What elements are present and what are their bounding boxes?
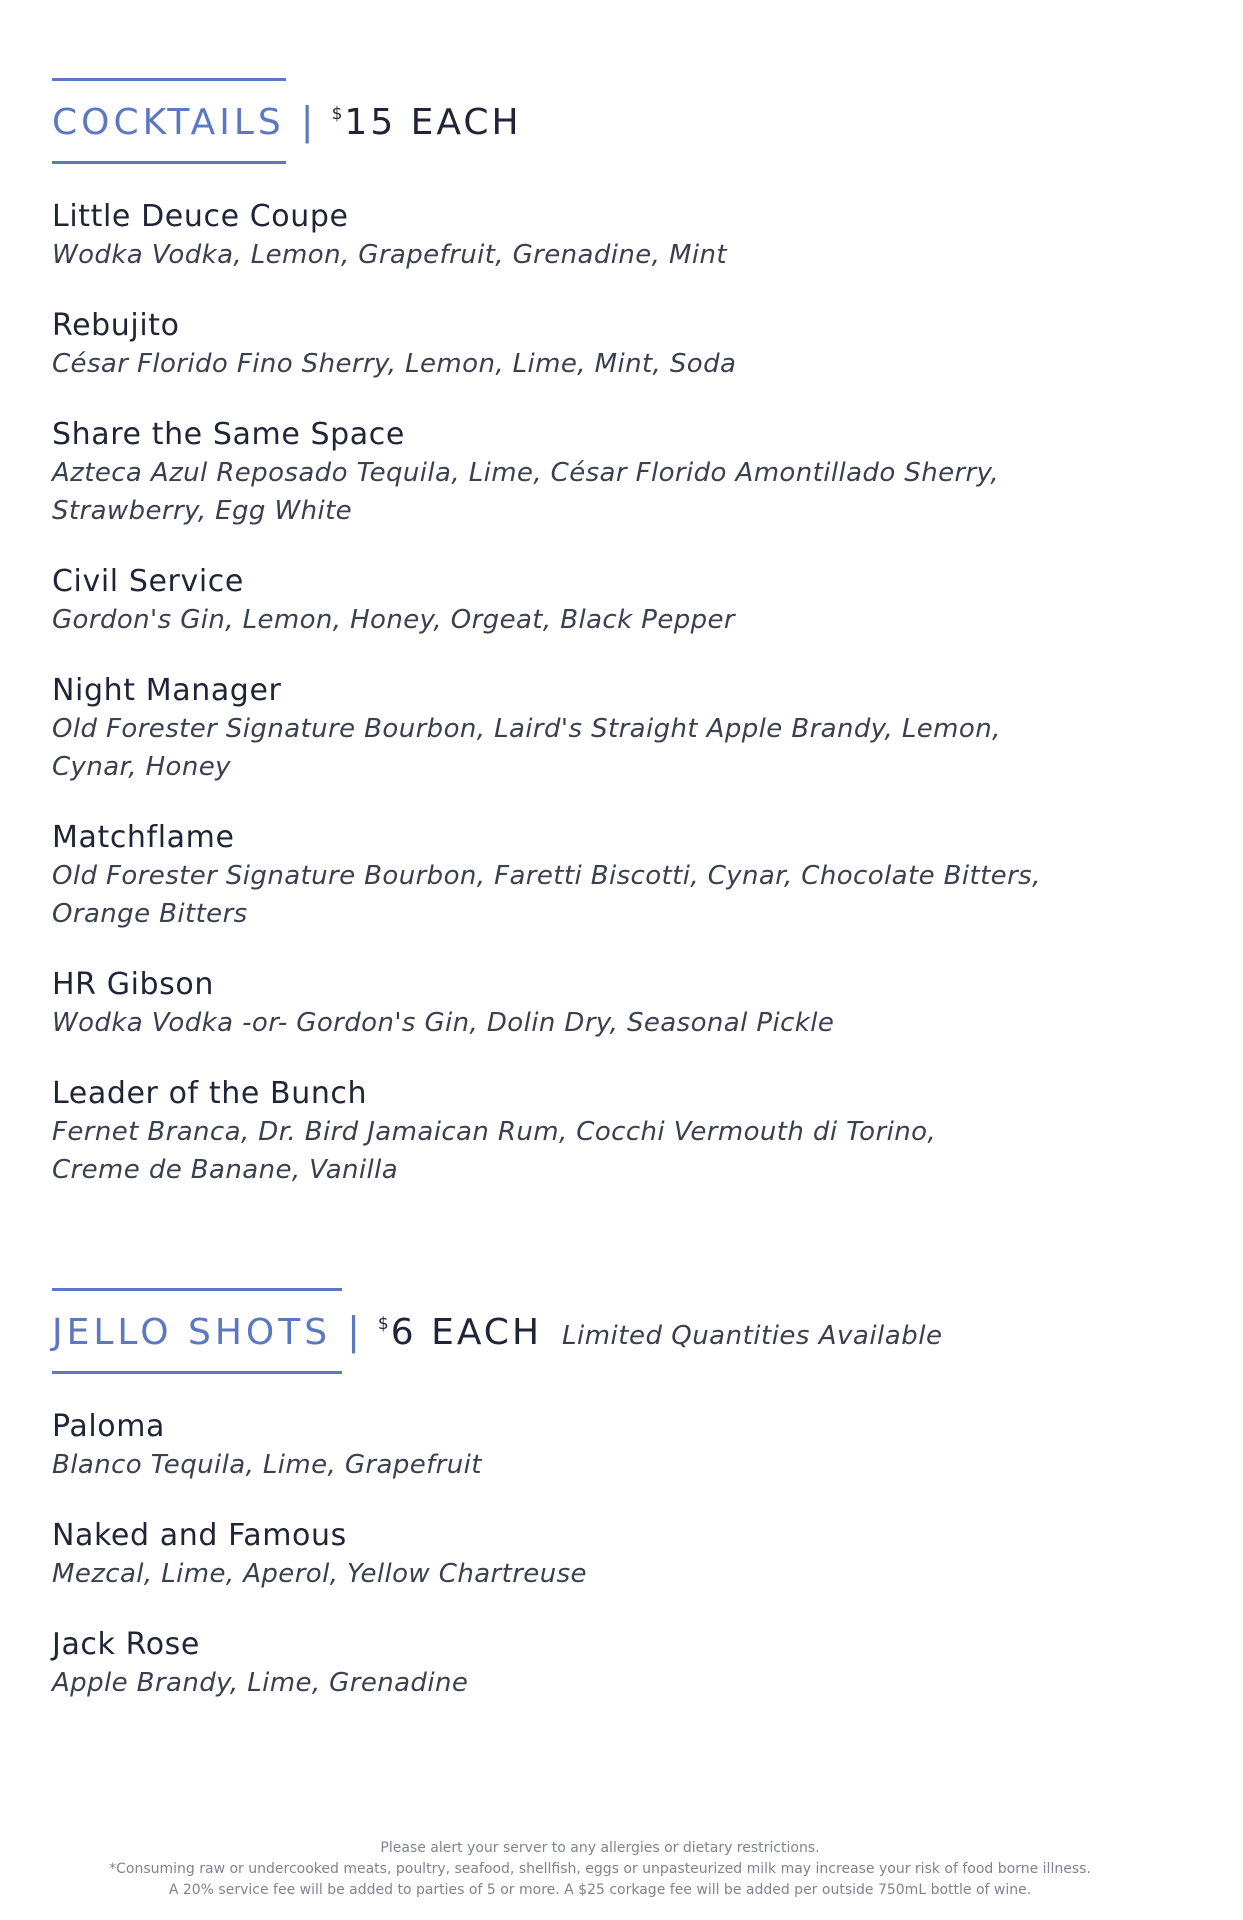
jello-bottom-rule (52, 1371, 342, 1374)
jello-list (52, 1408, 942, 1702)
item-description: Blanco Tequila, Lime, Grapefruit (52, 1450, 482, 1480)
item-description: Gordon's Gin, Lemon, Honey, Orgeat, Black Pepper (52, 605, 736, 635)
jello-price-text: 6 EACH (390, 1312, 543, 1353)
cocktails-price (332, 102, 522, 143)
menu-item (52, 1408, 942, 1484)
item-name: Leader of the Bunch (52, 1076, 368, 1111)
menu-item (52, 307, 1041, 383)
item-name: Night Manager (52, 673, 282, 708)
item-description: César Florido Fino Sherry, Lemon, Lime, Mint, Soda (52, 349, 737, 379)
cocktails-top-rule (52, 78, 286, 81)
item-name: Jack Rose (52, 1627, 200, 1662)
item-description-cont: Strawberry, Egg White (52, 496, 353, 526)
menu-item (52, 672, 1041, 786)
menu-item (52, 198, 1041, 274)
jello-availability-note: Limited Quantities Available (562, 1321, 943, 1351)
item-name: Paloma (52, 1409, 166, 1444)
menu-item (52, 416, 1041, 530)
jello-shots-section (52, 1288, 942, 1735)
menu-item (52, 966, 1041, 1042)
item-name: Naked and Famous (52, 1518, 347, 1553)
jello-top-rule (52, 1288, 342, 1291)
cocktails-list (52, 198, 1041, 1189)
item-description: Apple Brandy, Lime, Grenadine (52, 1668, 469, 1698)
jello-divider: | (347, 1309, 360, 1353)
item-name: Civil Service (52, 564, 244, 599)
jello-title: JELLO SHOTS (52, 1312, 332, 1353)
cocktails-price-text: 15 EACH (344, 102, 522, 143)
cocktails-section (52, 78, 1041, 1222)
allergy-notice: Please alert your server to any allergies or dietary restrictions. (380, 1840, 820, 1856)
item-description-cont: Orange Bitters (52, 899, 248, 929)
cocktails-header (52, 99, 1041, 143)
menu-item (52, 563, 1041, 639)
item-description-cont: Cynar, Honey (52, 752, 231, 782)
item-description: Mezcal, Lime, Aperol, Yellow Chartreuse (52, 1559, 587, 1589)
cocktails-divider: | (300, 99, 314, 143)
menu-item (52, 1075, 1041, 1189)
item-name: Rebujito (52, 308, 180, 343)
jello-header (52, 1309, 942, 1353)
item-description: Wodka Vodka -or- Gordon's Gin, Dolin Dry, Seasonal Pickle (52, 1008, 835, 1038)
jello-price-symbol: $ (377, 1314, 389, 1334)
footer-disclaimer (0, 1838, 1200, 1901)
item-description: Old Forester Signature Bourbon, Laird's Straight Apple Brandy, Lemon, (52, 714, 1001, 744)
item-description: Wodka Vodka, Lemon, Grapefruit, Grenadine, Mint (52, 240, 727, 270)
jello-price (378, 1312, 542, 1353)
menu-item (52, 819, 1041, 933)
item-name: HR Gibson (52, 967, 214, 1002)
menu-item (52, 1517, 942, 1593)
item-name: Matchflame (52, 820, 235, 855)
menu-item (52, 1626, 942, 1702)
item-description-cont: Creme de Banane, Vanilla (52, 1155, 399, 1185)
item-description: Old Forester Signature Bourbon, Faretti Biscotti, Cynar, Chocolate Bitters, (52, 861, 1041, 891)
cocktails-bottom-rule (52, 161, 286, 164)
item-description: Fernet Branca, Dr. Bird Jamaican Rum, Cocchi Vermouth di Torino, (52, 1117, 937, 1147)
cocktails-title: COCKTAILS (52, 102, 285, 143)
item-name: Share the Same Space (52, 417, 405, 452)
service-fee-notice: A 20% service fee will be added to parties of 5 or more. A $25 corkage fee will be added per outside 750mL bottle of wine. (168, 1882, 1032, 1898)
cocktails-price-symbol: $ (331, 104, 343, 124)
item-name: Little Deuce Coupe (52, 199, 349, 234)
item-description: Azteca Azul Reposado Tequila, Lime, César Florido Amontillado Sherry, (52, 458, 1000, 488)
food-safety-notice: *Consuming raw or undercooked meats, poultry, seafood, shellfish, eggs or unpasteurized milk may increase your risk of food borne illness. (109, 1861, 1091, 1877)
